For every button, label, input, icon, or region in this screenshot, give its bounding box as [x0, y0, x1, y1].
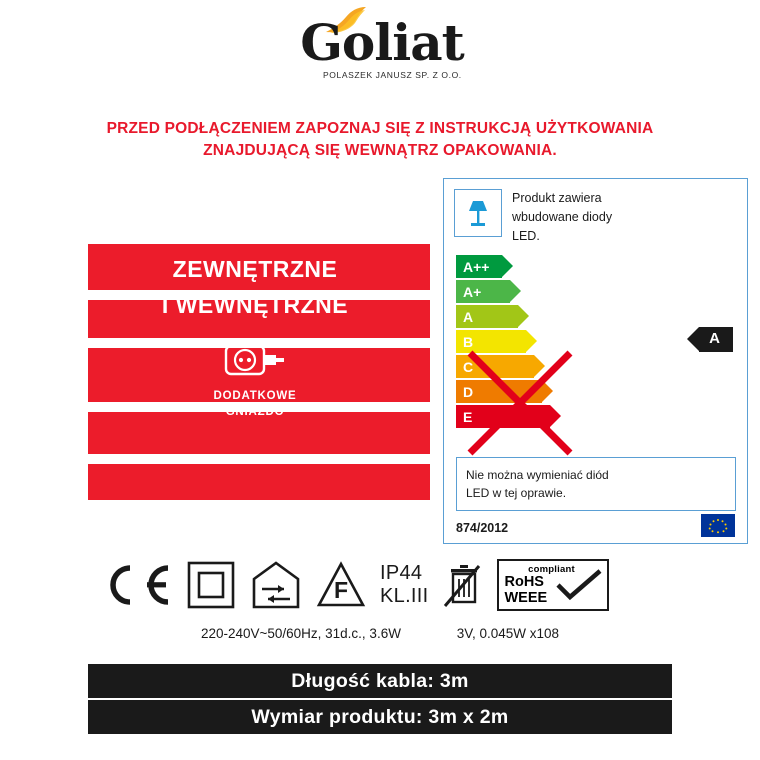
warning-line-1: PRZED PODŁĄCZENIEM ZAPOZNAJ SIĘ Z INSTRUKCJĄ UŻYTKOWANIA [106, 120, 654, 137]
eu-stars-icon [705, 517, 731, 535]
led-text-line-3: LED. [512, 228, 540, 243]
company-name: POLASZEK JANUSZ SP. Z O.O. [323, 70, 462, 80]
extra-socket-feature [90, 340, 420, 420]
f-triangle-icon [316, 560, 366, 610]
energy-class-row [456, 305, 518, 328]
headline [90, 252, 420, 323]
led-text-line-1: Produkt zawiera [512, 191, 602, 205]
weee-label: WEEE [504, 589, 548, 606]
ce-mark-icon [100, 562, 172, 608]
class-ii-double-square-icon [186, 560, 236, 610]
led-text-line-2: wbudowane diody [512, 209, 613, 224]
energy-class-sup: ++ [473, 258, 490, 275]
socket-caption [90, 389, 420, 420]
led-info-text [512, 189, 612, 245]
led-note-line-2: LED w tej oprawie. [466, 486, 567, 500]
specification-line [0, 626, 760, 641]
electrical-spec: 220-240V~50/60Hz, 31d.c., 3.6W [200, 626, 401, 641]
lamp-icon-frame [454, 189, 502, 237]
headline-line-1: ZEWNĘTRZNE [172, 256, 338, 282]
status-badge [699, 327, 733, 352]
energy-class-row [456, 255, 502, 278]
energy-class-letter: A [463, 258, 474, 275]
lamp-icon [463, 197, 493, 229]
headline-line-2: I WEWNĘTRZNE [161, 291, 349, 318]
energy-class-letter: A [463, 308, 474, 325]
crossed-out-wheelie-bin-icon [443, 560, 483, 610]
brand-name: Goliat [300, 13, 464, 72]
red-cross-out-icon [464, 347, 576, 459]
energy-class-letter: B [463, 333, 474, 350]
ip-protection-text [380, 562, 429, 608]
warning-text [0, 118, 760, 163]
rohs-label: RoHS [504, 574, 544, 590]
led-info-header [444, 179, 747, 249]
energy-class-sup: + [473, 283, 482, 300]
energy-class-letter: D [463, 383, 474, 400]
eu-flag-icon [701, 514, 735, 537]
brand-logo [0, 13, 760, 83]
power-socket-icon [224, 340, 286, 380]
check-mark-icon [556, 569, 602, 603]
energy-class-letter: A [463, 283, 474, 300]
energy-class-letter: C [463, 358, 474, 375]
energy-class-letter: E [463, 408, 473, 425]
svg-text:F: F [333, 577, 349, 603]
house-arrows-icon [250, 559, 302, 611]
led-info-box [443, 178, 748, 544]
led-spec: 3V, 0.045W x108 [456, 626, 560, 641]
product-dimensions-bar: Wymiar produktu: 3m x 2m [88, 700, 672, 734]
warning-line-2: ZNAJDUJĄCĄ SIĘ WEWNĄTRZ OPAKOWANIA. [203, 142, 557, 160]
certification-row [100, 552, 700, 618]
led-note-line-1: Nie można wymieniać diód [466, 468, 609, 482]
rohs-weee-badge [497, 559, 609, 611]
socket-caption-line-1: DODATKOWE [213, 390, 297, 402]
selected-energy-class: A [699, 327, 733, 352]
regulation-number: 874/2012 [456, 521, 509, 535]
energy-class-row [456, 280, 510, 303]
ip-rating: IP44 [380, 562, 423, 584]
led-replacement-note [456, 457, 736, 511]
protection-class: KL.III [380, 585, 429, 607]
left-gutter [0, 230, 88, 520]
socket-caption-line-2: GNIAZDO [225, 405, 285, 418]
rohs-compliant-label: compliant [528, 564, 575, 575]
cable-length-bar: Długość kabla: 3m [88, 664, 672, 698]
